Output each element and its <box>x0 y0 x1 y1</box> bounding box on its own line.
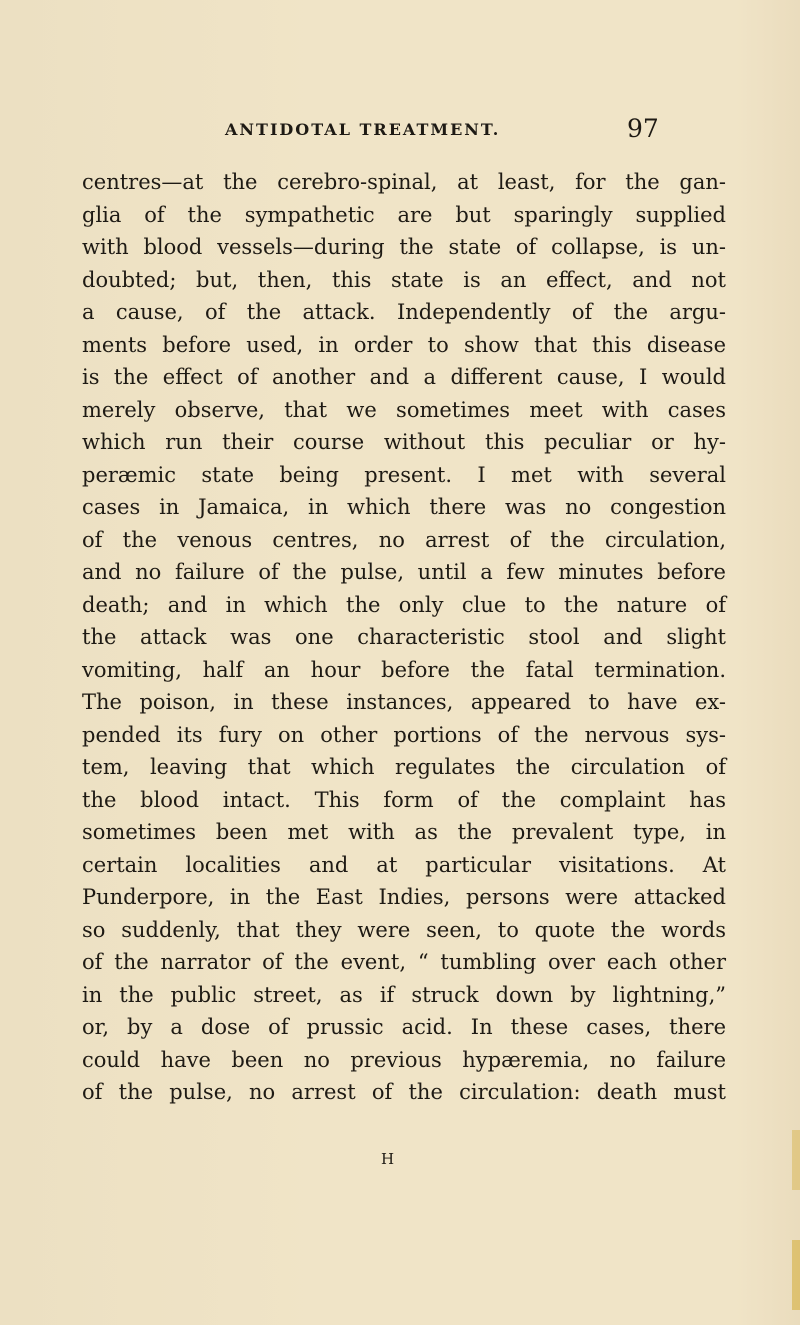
text-line: peræmic state being present. I met with several <box>82 462 726 487</box>
text-line: the blood intact. This form of the complaint has <box>82 787 726 812</box>
text-line: pended its fury on other portions of the nervous sys- <box>82 722 726 747</box>
text-line: merely observe, that we sometimes meet with cases <box>82 397 726 422</box>
text-line: of the pulse, no arrest of the circulation: death must <box>82 1080 726 1104</box>
text-line: of the venous centres, no arrest of the circulation, <box>82 527 726 552</box>
text-line: in the public street, as if struck down by lightning,” <box>82 982 726 1007</box>
text-line: The poison, in these instances, appeared to have ex- <box>82 690 726 714</box>
page-edge-stain <box>792 1130 800 1190</box>
text-line: glia of the sympathetic are but sparingly supplied <box>82 202 726 227</box>
text-line: the attack was one characteristic stool and slight <box>82 625 726 649</box>
text-line: of the narrator of the event, “ tumbling over each other <box>82 950 726 974</box>
page-header <box>0 114 800 148</box>
running-head: ANTIDOTAL TREATMENT. <box>225 120 501 139</box>
text-line: a cause, of the attack. Independently of the argu- <box>82 300 726 324</box>
text-line: Punderpore, in the East Indies, persons were attacked <box>82 885 726 909</box>
signature-mark: H <box>381 1150 395 1168</box>
text-line: certain localities and at particular visitations. At <box>82 852 726 877</box>
text-line: with blood vessels—during the state of collapse, is un- <box>82 235 726 259</box>
page-edge-stain <box>792 1240 800 1310</box>
text-line: death; and in which the only clue to the nature of <box>82 592 726 617</box>
text-line: is the effect of another and a different cause, I would <box>82 365 726 389</box>
text-line: cases in Jamaica, in which there was no congestion <box>82 495 726 519</box>
text-line: which run their course without this peculiar or hy- <box>82 430 726 454</box>
text-line: vomiting, half an hour before the fatal termination. <box>82 657 726 682</box>
body-text <box>82 166 726 1109</box>
text-line: or, by a dose of prussic acid. In these cases, there <box>82 1015 726 1039</box>
text-line: so suddenly, that they were seen, to quote the words <box>82 917 726 942</box>
text-line: doubted; but, then, this state is an effect, and not <box>82 267 726 292</box>
text-line: could have been no previous hypæremia, no failure <box>82 1047 726 1072</box>
text-line: and no failure of the pulse, until a few minutes before <box>82 560 726 584</box>
text-line: ments before used, in order to show that this disease <box>82 332 726 357</box>
text-line: sometimes been met with as the prevalent type, in <box>82 820 726 844</box>
text-line: tem, leaving that which regulates the circulation of <box>82 755 726 779</box>
text-line: centres—at the cerebro-spinal, at least, for the gan- <box>82 170 726 194</box>
page-number: 97 <box>627 114 659 143</box>
